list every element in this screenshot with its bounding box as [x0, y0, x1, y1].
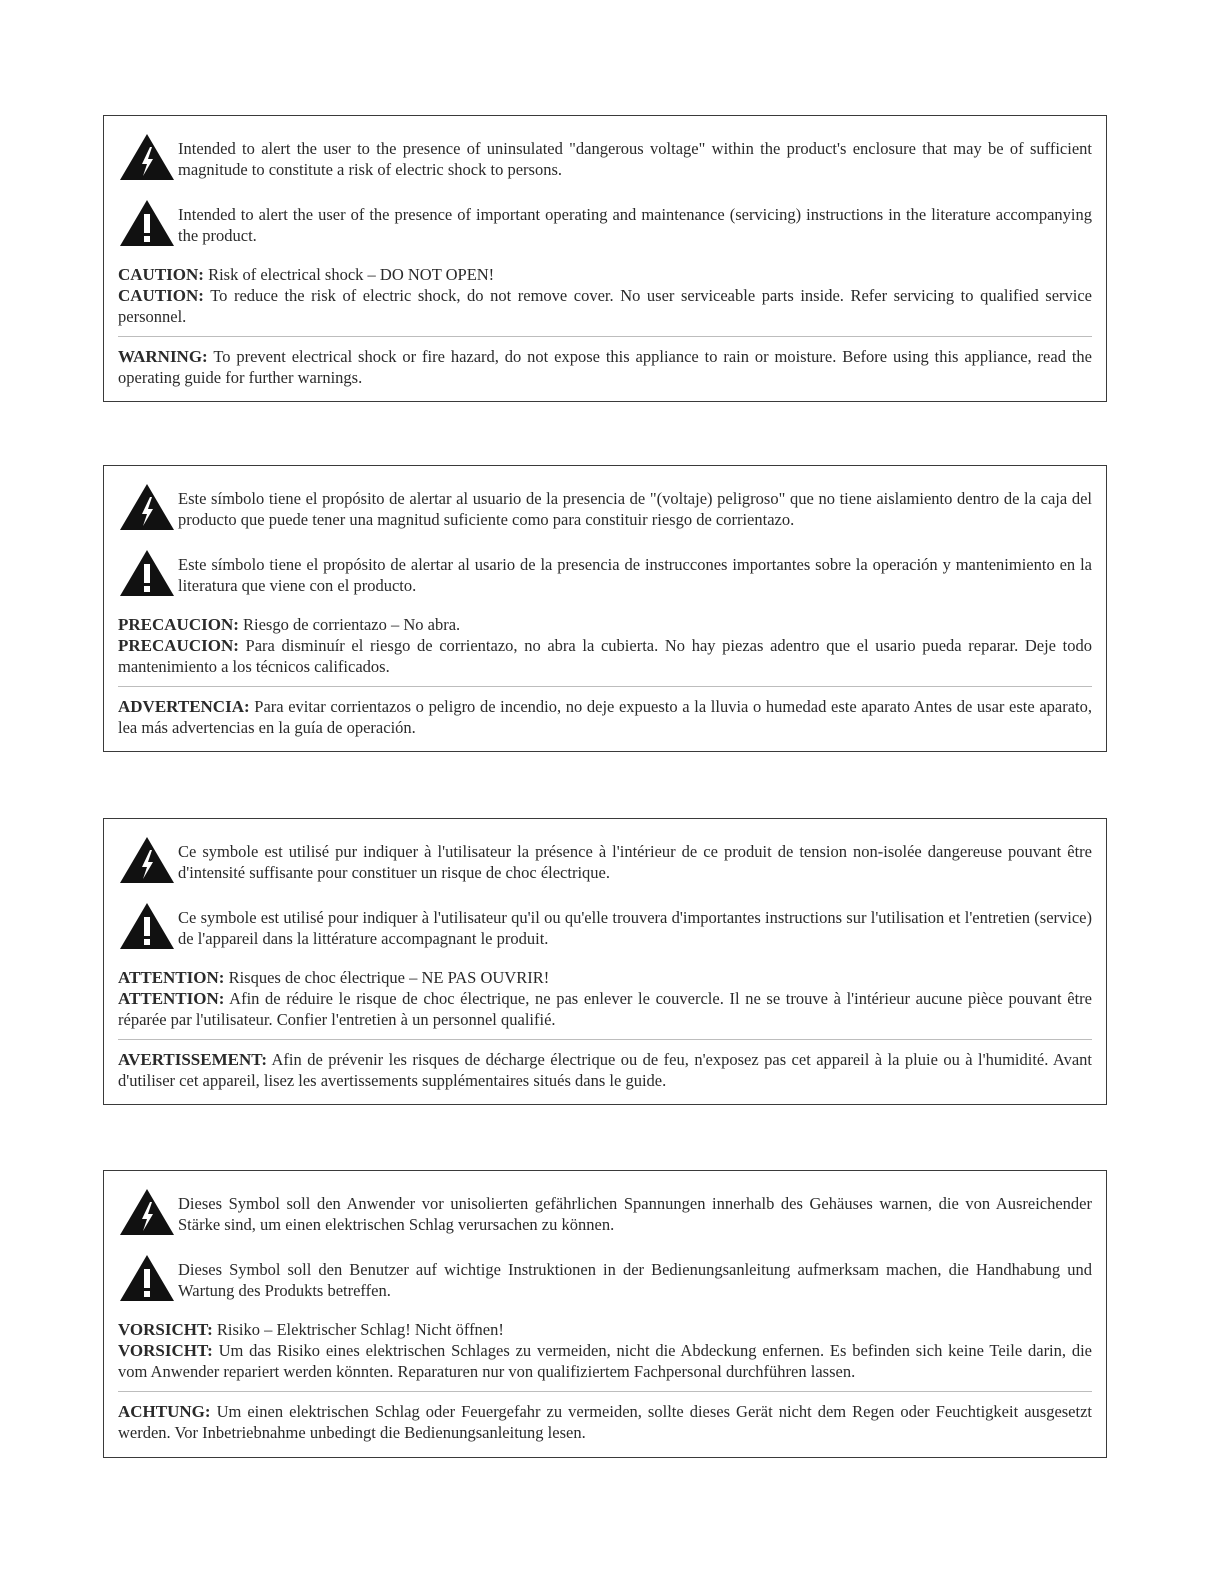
safety-box-spanish	[103, 465, 1107, 752]
divider	[118, 686, 1092, 687]
caution-label: PRECAUCION:	[118, 615, 239, 634]
warning-text: Para evitar corrientazos o peligro de incendio, no deje expuesto a la lluvia o humedad este aparato Antes de usar este aparato, lea más advertencias en la guía de operación.	[118, 697, 1092, 737]
caution-text: Um das Risiko eines elektrischen Schlages zu vermeiden, nicht die Abdeckung enfernen. Es befinden sich keine Teile darin, die vom Anwender repariert werden könnten. Reparaturen nur von qualifiziertem Fachpersonal durchführen lassen.	[118, 1341, 1092, 1381]
exclamation-warning-icon	[118, 198, 178, 244]
exclamation-symbol-text: Dieses Symbol soll den Benutzer auf wichtige Instruktionen in der Bedienungsanleitung aufmerksam machen, die Handhabung und Wartung des Produkts betreffen.	[178, 1260, 1092, 1300]
lightning-symbol-row	[118, 482, 1092, 530]
safety-box-german	[103, 1170, 1107, 1458]
caution-line-2	[118, 1340, 1092, 1382]
warning-text: Afin de prévenir les risques de décharge électrique ou de feu, n'exposez pas cet appareil à la pluie ou à l'humidité. Avant d'utiliser cet appareil, lisez les avertissements supplémentaires situés dans le guide.	[118, 1050, 1092, 1090]
exclamation-warning-icon	[118, 901, 178, 947]
caution-line-1	[118, 264, 1092, 285]
caution-line-1	[118, 1319, 1092, 1340]
caution-text: Risiko – Elektrischer Schlag! Nicht öffnen!	[212, 1320, 504, 1339]
caution-line-2	[118, 635, 1092, 677]
lightning-symbol-row	[118, 1187, 1092, 1235]
exclamation-symbol-row	[118, 1253, 1092, 1301]
caution-label: ATTENTION:	[118, 989, 225, 1008]
safety-box-english	[103, 115, 1107, 402]
lightning-warning-icon	[118, 482, 178, 528]
divider	[118, 336, 1092, 337]
caution-label: ATTENTION:	[118, 968, 225, 987]
lightning-warning-icon	[118, 1187, 178, 1233]
warning-label: WARNING:	[118, 347, 208, 366]
lightning-symbol-text: Ce symbole est utilisé pur indiquer à l'utilisateur la présence à l'intérieur de ce produit de tension non-isolée dangereuse pouvant être d'intensité suffisante pour constituer un risque de choc électrique.	[178, 842, 1092, 882]
exclamation-symbol-row	[118, 198, 1092, 246]
exclamation-symbol-row	[118, 548, 1092, 596]
caution-label: VORSICHT:	[118, 1320, 213, 1339]
warning-paragraph	[118, 1401, 1092, 1443]
exclamation-symbol-text: Este símbolo tiene el propósito de alertar al usario de la presencia de instruccones importantes sobre la operación y mantenimiento en la literatura que viene con el producto.	[178, 555, 1092, 595]
lightning-warning-icon	[118, 132, 178, 178]
lightning-symbol-text: Intended to alert the user to the presence of uninsulated "dangerous voltage" within the product's enclosure that may be of sufficient magnitude to constitute a risk of electric shock to persons.	[178, 139, 1092, 179]
caution-label: PRECAUCION:	[118, 636, 239, 655]
lightning-symbol-text: Este símbolo tiene el propósito de alertar al usuario de la presencia de "(voltaje) peligroso" que no tiene aislamiento dentro de la caja del producto que puede tener una magnitud suficiente como para constituir riesgo de corrientazo.	[178, 489, 1092, 529]
caution-text: Para disminuír el riesgo de corrientazo, no abra la cubierta. No hay piezas adentro que el usario pueda reparar. Deje todo mantenimiento a los técnicos calificados.	[118, 636, 1092, 676]
lightning-symbol-row	[118, 132, 1092, 180]
exclamation-symbol-text: Ce symbole est utilisé pour indiquer à l'utilisateur qu'il ou qu'elle trouvera d'importantes instructions sur l'utilisation et l'entretien (service) de l'appareil dans la littérature accompagnant le produit.	[178, 908, 1092, 948]
warning-text: To prevent electrical shock or fire hazard, do not expose this appliance to rain or moisture. Before using this appliance, read the operating guide for further warnings.	[118, 347, 1092, 387]
caution-label: CAUTION:	[118, 286, 204, 305]
warning-label: AVERTISSEMENT:	[118, 1050, 267, 1069]
caution-label: CAUTION:	[118, 265, 204, 284]
caution-text: To reduce the risk of electric shock, do not remove cover. No user serviceable parts inside. Refer servicing to qualified service personnel.	[118, 286, 1092, 326]
exclamation-warning-icon	[118, 1253, 178, 1299]
exclamation-warning-icon	[118, 548, 178, 594]
caution-text: Riesgo de corrientazo – No abra.	[238, 615, 461, 634]
exclamation-symbol-text: Intended to alert the user of the presence of important operating and maintenance (servicing) instructions in the literature accompanying the product.	[178, 205, 1092, 245]
warning-paragraph	[118, 346, 1092, 388]
lightning-warning-icon	[118, 835, 178, 881]
warning-label: ACHTUNG:	[118, 1402, 211, 1421]
exclamation-symbol-row	[118, 901, 1092, 949]
warning-text: Um einen elektrischen Schlag oder Feuergefahr zu vermeiden, sollte dieses Gerät nicht dem Regen oder Feuchtigkeit ausgesetzt werden. Vor Inbetriebnahme unbedingt die Bedienungsanleitung lesen.	[118, 1402, 1092, 1442]
caution-line-2	[118, 285, 1092, 327]
caution-text: Risques de choc électrique – NE PAS OUVRIR!	[224, 968, 550, 987]
warning-paragraph	[118, 1049, 1092, 1091]
lightning-symbol-text: Dieses Symbol soll den Anwender vor unisolierten gefährlichen Spannungen innerhalb des Gehäuses warnen, die von Ausreichender Stärke sind, um einen elektrischen Schlag verursachen zu können.	[178, 1194, 1092, 1234]
safety-box-french	[103, 818, 1107, 1105]
warning-paragraph	[118, 696, 1092, 738]
divider	[118, 1039, 1092, 1040]
lightning-symbol-row	[118, 835, 1092, 883]
caution-text: Afin de réduire le risque de choc électrique, ne pas enlever le couvercle. Il ne se trouve à l'intérieur aucune pièce pouvant être réparée par l'utilisateur. Confier l'entretien à un personnel qualifié.	[118, 989, 1092, 1029]
caution-text: Risk of electrical shock – DO NOT OPEN!	[203, 265, 495, 284]
caution-line-1	[118, 967, 1092, 988]
warning-label: ADVERTENCIA:	[118, 697, 250, 716]
caution-line-2	[118, 988, 1092, 1030]
caution-label: VORSICHT:	[118, 1341, 213, 1360]
caution-line-1	[118, 614, 1092, 635]
divider	[118, 1391, 1092, 1392]
